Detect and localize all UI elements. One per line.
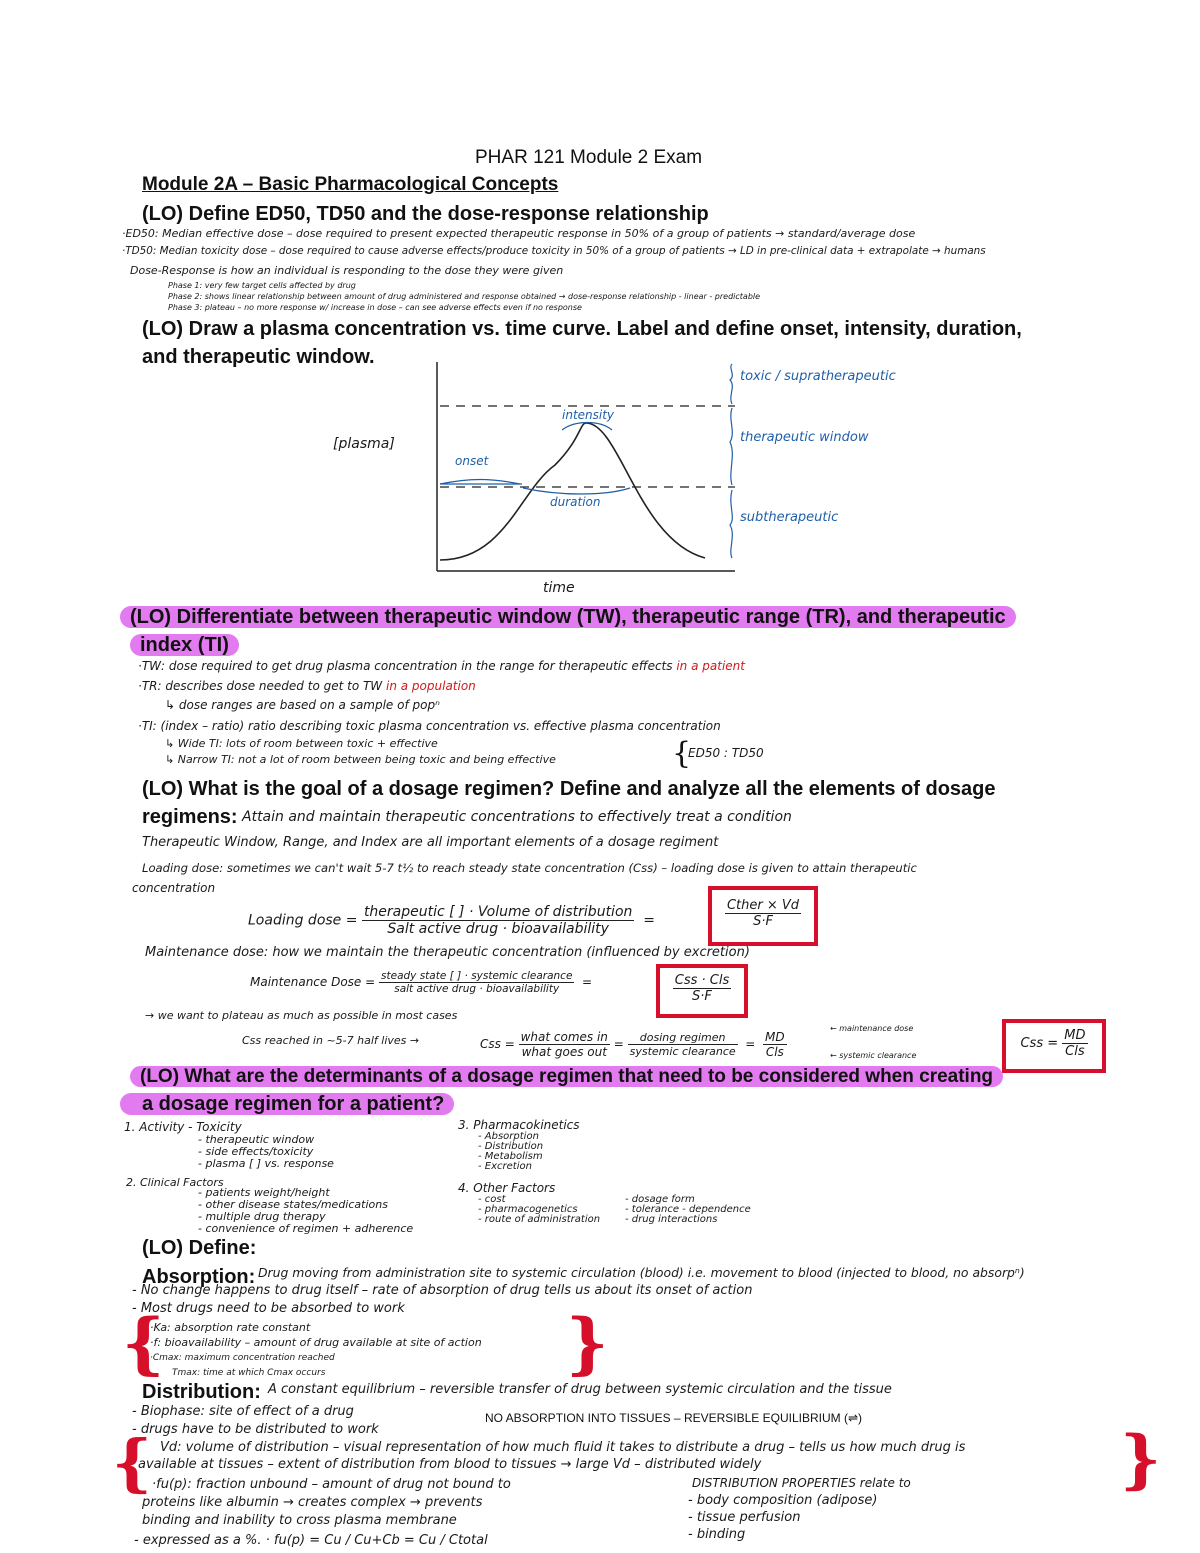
maint-box-frac bbox=[673, 973, 731, 1004]
c1-title: 1. Activity - Toxicity bbox=[124, 1120, 242, 1134]
c4-right-list bbox=[625, 1195, 751, 1225]
lo3-ti: ·TI: (index – ratio) ratio describing toxic plasma concentration vs. effective plasma concentration bbox=[138, 719, 721, 733]
css-label: Css = bbox=[480, 1037, 515, 1051]
css-frac-3 bbox=[763, 1030, 787, 1059]
c3-item: - Excretion bbox=[478, 1161, 532, 1172]
css-f3-den: Cls bbox=[765, 1045, 784, 1059]
lo3-tr-red: in a population bbox=[386, 679, 476, 693]
lo4-heading-1: (LO) What is the goal of a dosage regimen? Define and analyze all the elements of dosage bbox=[142, 778, 996, 800]
window-brace bbox=[730, 408, 732, 485]
distribution-label: Distribution: bbox=[142, 1381, 261, 1403]
dist-right-brace-icon: } bbox=[1120, 1422, 1162, 1497]
absorption-def: Drug moving from administration site to systemic circulation (blood) i.e. movement to blood (injected to blood, no absorpⁿ) bbox=[258, 1265, 1025, 1280]
css-box-formula bbox=[1006, 1028, 1102, 1059]
lo2-heading-2: and therapeutic window. bbox=[142, 346, 375, 368]
lo5-heading-2 bbox=[120, 1093, 454, 1116]
abs-line-1: - No change happens to drug itself – rate of absorption of drug tells us about its onset of action bbox=[132, 1283, 753, 1298]
loading-formula-label: Loading dose = bbox=[248, 912, 358, 929]
c4-item: - tolerance - dependence bbox=[625, 1204, 751, 1215]
ti-brace-icon: { bbox=[672, 736, 692, 771]
abs-right-brace-icon: } bbox=[566, 1304, 609, 1382]
duration-brace bbox=[523, 488, 630, 494]
c2-list bbox=[198, 1187, 413, 1235]
c3-list bbox=[478, 1132, 543, 1172]
c2-title: 2. Clinical Factors bbox=[126, 1176, 224, 1189]
maint-formula-num: steady state [ ] · systemic clearance bbox=[381, 970, 573, 982]
abs-tmax: Tmax: time at which Cmax occurs bbox=[172, 1368, 326, 1378]
lo4-plateau: → we want to plateau as much as possible in most cases bbox=[145, 1009, 458, 1022]
dist-fu-1: ·fu(p): fraction unbound – amount of drug not bound to bbox=[152, 1477, 511, 1492]
onset-brace bbox=[440, 480, 520, 485]
lo4-maint-def: Maintenance dose: how we maintain the therapeutic concentration (influenced by excretion) bbox=[145, 945, 750, 960]
lo1-phase2: Phase 2: shows linear relationship between amount of drug administered and response obtained → dose-response relationship - linear - predictable bbox=[168, 292, 761, 301]
loading-equals: = bbox=[638, 912, 656, 929]
abs-line-2: - Most drugs need to be absorbed to work bbox=[132, 1301, 405, 1316]
lo4-loading-2: concentration bbox=[132, 881, 216, 895]
lo1-td50: ·TD50: Median toxicity dose – dose required to cause adverse effects/produce toxicity in 50% of a group of patients → LD in pre-clinical data + extrapolate → humans bbox=[122, 245, 986, 257]
css-box-den: Cls bbox=[1065, 1044, 1085, 1059]
loading-box-den: S·F bbox=[753, 914, 773, 929]
graph-xlabel: time bbox=[543, 580, 575, 596]
c4-item: - cost bbox=[478, 1194, 506, 1205]
dist-fu-4: - expressed as a %. · fu(p) = Cu / Cu+Cb = Cu / Ctotal bbox=[134, 1533, 488, 1548]
dist-prop-item: - binding bbox=[688, 1527, 746, 1542]
loading-formula-den: Salt active drug · bioavailability bbox=[387, 921, 609, 937]
lo1-ed50: ·ED50: Median effective dose – dose required to present expected therapeutic response in 50% of a group of patients → standard/average dose bbox=[122, 227, 916, 240]
abs-f: ·f: bioavailability – amount of drug available at site of action bbox=[150, 1336, 482, 1349]
css-box-frac bbox=[1062, 1028, 1087, 1059]
maint-box bbox=[656, 964, 748, 1018]
css-f2-num: dosing regimen bbox=[628, 1031, 738, 1045]
lo3-tw-red: in a patient bbox=[676, 659, 745, 673]
c4-left-list bbox=[478, 1195, 600, 1225]
css-f2-den: systemic clearance bbox=[629, 1045, 736, 1058]
lo3-tw bbox=[138, 659, 745, 673]
maint-formula-den: salt active drug · bioavailability bbox=[394, 983, 560, 995]
c4-item: - dosage form bbox=[625, 1194, 695, 1205]
lo3-tr-text: ·TR: describes dose needed to get to TW bbox=[138, 679, 383, 693]
css-box bbox=[1002, 1019, 1106, 1073]
lo4-heading-2: regimens: bbox=[142, 806, 238, 828]
lo1-phase3: Phase 3: plateau – no more response w/ increase in dose – can see adverse effects even if no response bbox=[168, 303, 582, 312]
absorption-label: Absorption: bbox=[142, 1266, 256, 1288]
lo5-highlight-1: (LO) What are the determinants of a dosage regimen that need to be considered when creating bbox=[130, 1066, 1003, 1087]
dist-line-1: - Biophase: site of effect of a drug bbox=[132, 1404, 354, 1419]
dist-fu-2: proteins like albumin → creates complex → prevents bbox=[142, 1495, 483, 1510]
css-box-label: Css = bbox=[1020, 1036, 1059, 1051]
abs-left-brace-icon: { bbox=[122, 1304, 165, 1382]
css-cls-note: ← systemic clearance bbox=[830, 1051, 917, 1060]
dist-props-list bbox=[688, 1492, 877, 1543]
distribution-def: A constant equilibrium – reversible transfer of drug between systemic circulation and the tissue bbox=[268, 1382, 892, 1397]
lo3-ti-ratio: ED50 : TD50 bbox=[688, 746, 764, 760]
c1-item: - therapeutic window bbox=[198, 1133, 315, 1146]
c1-item: - plasma [ ] vs. response bbox=[198, 1157, 334, 1170]
dist-props-title: DISTRIBUTION PROPERTIES relate to bbox=[692, 1476, 911, 1490]
loading-formula bbox=[248, 904, 655, 937]
maint-box-den: S·F bbox=[692, 989, 712, 1004]
css-f1-den: what goes out bbox=[521, 1045, 607, 1059]
lo6-heading: (LO) Define: bbox=[142, 1237, 257, 1259]
dist-caps: NO ABSORPTION INTO TISSUES – REVERSIBLE EQUILIBRIUM (⇌) bbox=[485, 1411, 863, 1425]
c3-item: - Absorption bbox=[478, 1131, 539, 1142]
lo3-tr bbox=[138, 679, 476, 693]
css-frac-1 bbox=[519, 1030, 610, 1059]
label-duration: duration bbox=[550, 495, 601, 509]
css-f1-num: what comes in bbox=[520, 1030, 608, 1044]
graph-ylabel: [plasma] bbox=[333, 436, 395, 452]
dist-prop-item: - body composition (adipose) bbox=[688, 1493, 878, 1508]
lo4-css-reached: Css reached in ~5-7 half lives → bbox=[242, 1034, 420, 1047]
lo3-highlight-1: (LO) Differentiate between therapeutic window (TW), therapeutic range (TR), and therapeutic bbox=[120, 606, 1016, 628]
dist-left-brace-icon: { bbox=[112, 1426, 152, 1499]
lo3-tr-sub: ↳ dose ranges are based on a sample of popⁿ bbox=[165, 698, 440, 712]
c3-title: 3. Pharmacokinetics bbox=[458, 1118, 580, 1132]
css-frac-2 bbox=[628, 1031, 738, 1058]
lo4-goal: Attain and maintain therapeutic concentrations to effectively treat a condition bbox=[242, 809, 792, 825]
abs-ka: ·Ka: absorption rate constant bbox=[150, 1321, 311, 1334]
label-intensity: intensity bbox=[562, 408, 615, 422]
lo5-heading-1 bbox=[130, 1065, 1003, 1088]
lo3-ti-narrow: ↳ Narrow TI: not a lot of room between being toxic and being effective bbox=[165, 753, 556, 766]
dist-vd-1: Vd: volume of distribution – visual representation of how much fluid it takes to distribute a drug – tells us how much drug is bbox=[160, 1440, 966, 1455]
maint-formula-fraction bbox=[379, 970, 574, 995]
css-box-num: MD bbox=[1064, 1028, 1086, 1043]
sub-brace bbox=[730, 490, 732, 558]
maint-formula bbox=[250, 970, 592, 995]
css-md-note: ← maintenance dose bbox=[830, 1024, 914, 1033]
css-eq-1: = bbox=[613, 1037, 624, 1051]
loading-box-fraction bbox=[712, 898, 814, 929]
lo3-ti-wide: ↳ Wide TI: lots of room between toxic + effective bbox=[165, 737, 438, 750]
zone-sub: subtherapeutic bbox=[740, 510, 839, 525]
lo5-highlight-2: a dosage regimen for a patient? bbox=[120, 1093, 454, 1115]
maint-equals: = bbox=[578, 975, 593, 989]
abs-cmax: ·Cmax: maximum concentration reached bbox=[150, 1353, 335, 1363]
css-formula bbox=[480, 1030, 787, 1059]
c4-item: - pharmacogenetics bbox=[478, 1204, 578, 1215]
page-title: PHAR 121 Module 2 Exam bbox=[475, 147, 703, 168]
concentration-curve bbox=[440, 423, 705, 560]
lo4-loading-1: Loading dose: sometimes we can't wait 5-7 t½ to reach steady state concentration (Css) – loading dose is given to attain therapeutic bbox=[142, 861, 917, 875]
loading-formula-num: therapeutic [ ] · Volume of distribution bbox=[363, 904, 633, 920]
c3-item: - Metabolism bbox=[478, 1151, 543, 1162]
loading-box bbox=[708, 886, 818, 946]
c3-item: - Distribution bbox=[478, 1141, 544, 1152]
zone-toxic: toxic / supratherapeutic bbox=[740, 369, 896, 384]
zone-window: therapeutic window bbox=[740, 430, 869, 445]
c2-item: - patients weight/height bbox=[198, 1186, 330, 1199]
plasma-curve-graph bbox=[330, 360, 930, 605]
lo3-highlight-2: index (TI) bbox=[130, 634, 239, 656]
loading-box-frac bbox=[725, 898, 801, 929]
maint-box-num: Css · Cls bbox=[674, 973, 730, 988]
dist-fu-3: binding and inability to cross plasma membrane bbox=[142, 1513, 457, 1528]
lo1-phase1: Phase 1: very few target cells affected by drug bbox=[168, 281, 356, 290]
c1-list bbox=[198, 1134, 334, 1170]
c4-item: - drug interactions bbox=[625, 1214, 718, 1225]
lo2-heading-1: (LO) Draw a plasma concentration vs. time curve. Label and define onset, intensity, duration, bbox=[142, 318, 1022, 340]
module-heading: Module 2A – Basic Pharmacological Concepts bbox=[142, 174, 559, 195]
label-onset: onset bbox=[455, 454, 489, 468]
c2-item: - multiple drug therapy bbox=[198, 1210, 326, 1223]
c2-item: - other disease states/medications bbox=[198, 1198, 388, 1211]
toxic-brace bbox=[730, 364, 732, 404]
c4-item: - route of administration bbox=[478, 1214, 601, 1225]
lo1-heading: (LO) Define ED50, TD50 and the dose-response relationship bbox=[142, 203, 709, 225]
loading-formula-fraction bbox=[362, 904, 634, 937]
dist-vd-2: available at tissues – extent of distribution from blood to tissues → large Vd – distributed widely bbox=[138, 1457, 762, 1472]
maint-formula-label: Maintenance Dose = bbox=[250, 975, 376, 989]
lo1-dose-response: Dose-Response is how an individual is responding to the dose they were given bbox=[130, 264, 564, 277]
lo3-heading-2 bbox=[130, 634, 239, 657]
lo3-tw-text: ·TW: dose required to get drug plasma concentration in the range for therapeutic effects bbox=[138, 659, 673, 673]
lo3-heading-1 bbox=[120, 606, 1016, 629]
dist-prop-item: - tissue perfusion bbox=[688, 1510, 801, 1525]
c1-item: - side effects/toxicity bbox=[198, 1145, 314, 1158]
css-f3-num: MD bbox=[765, 1030, 785, 1044]
c4-title: 4. Other Factors bbox=[458, 1181, 556, 1195]
c2-item: - convenience of regimen + adherence bbox=[198, 1222, 414, 1235]
loading-box-num: Cther × Vd bbox=[726, 898, 800, 913]
css-eq-2: = bbox=[741, 1037, 760, 1051]
lo4-elements: Therapeutic Window, Range, and Index are all important elements of a dosage regiment bbox=[142, 835, 719, 850]
dist-line-2: - drugs have to be distributed to work bbox=[132, 1422, 379, 1437]
maint-box-fraction bbox=[660, 973, 744, 1004]
